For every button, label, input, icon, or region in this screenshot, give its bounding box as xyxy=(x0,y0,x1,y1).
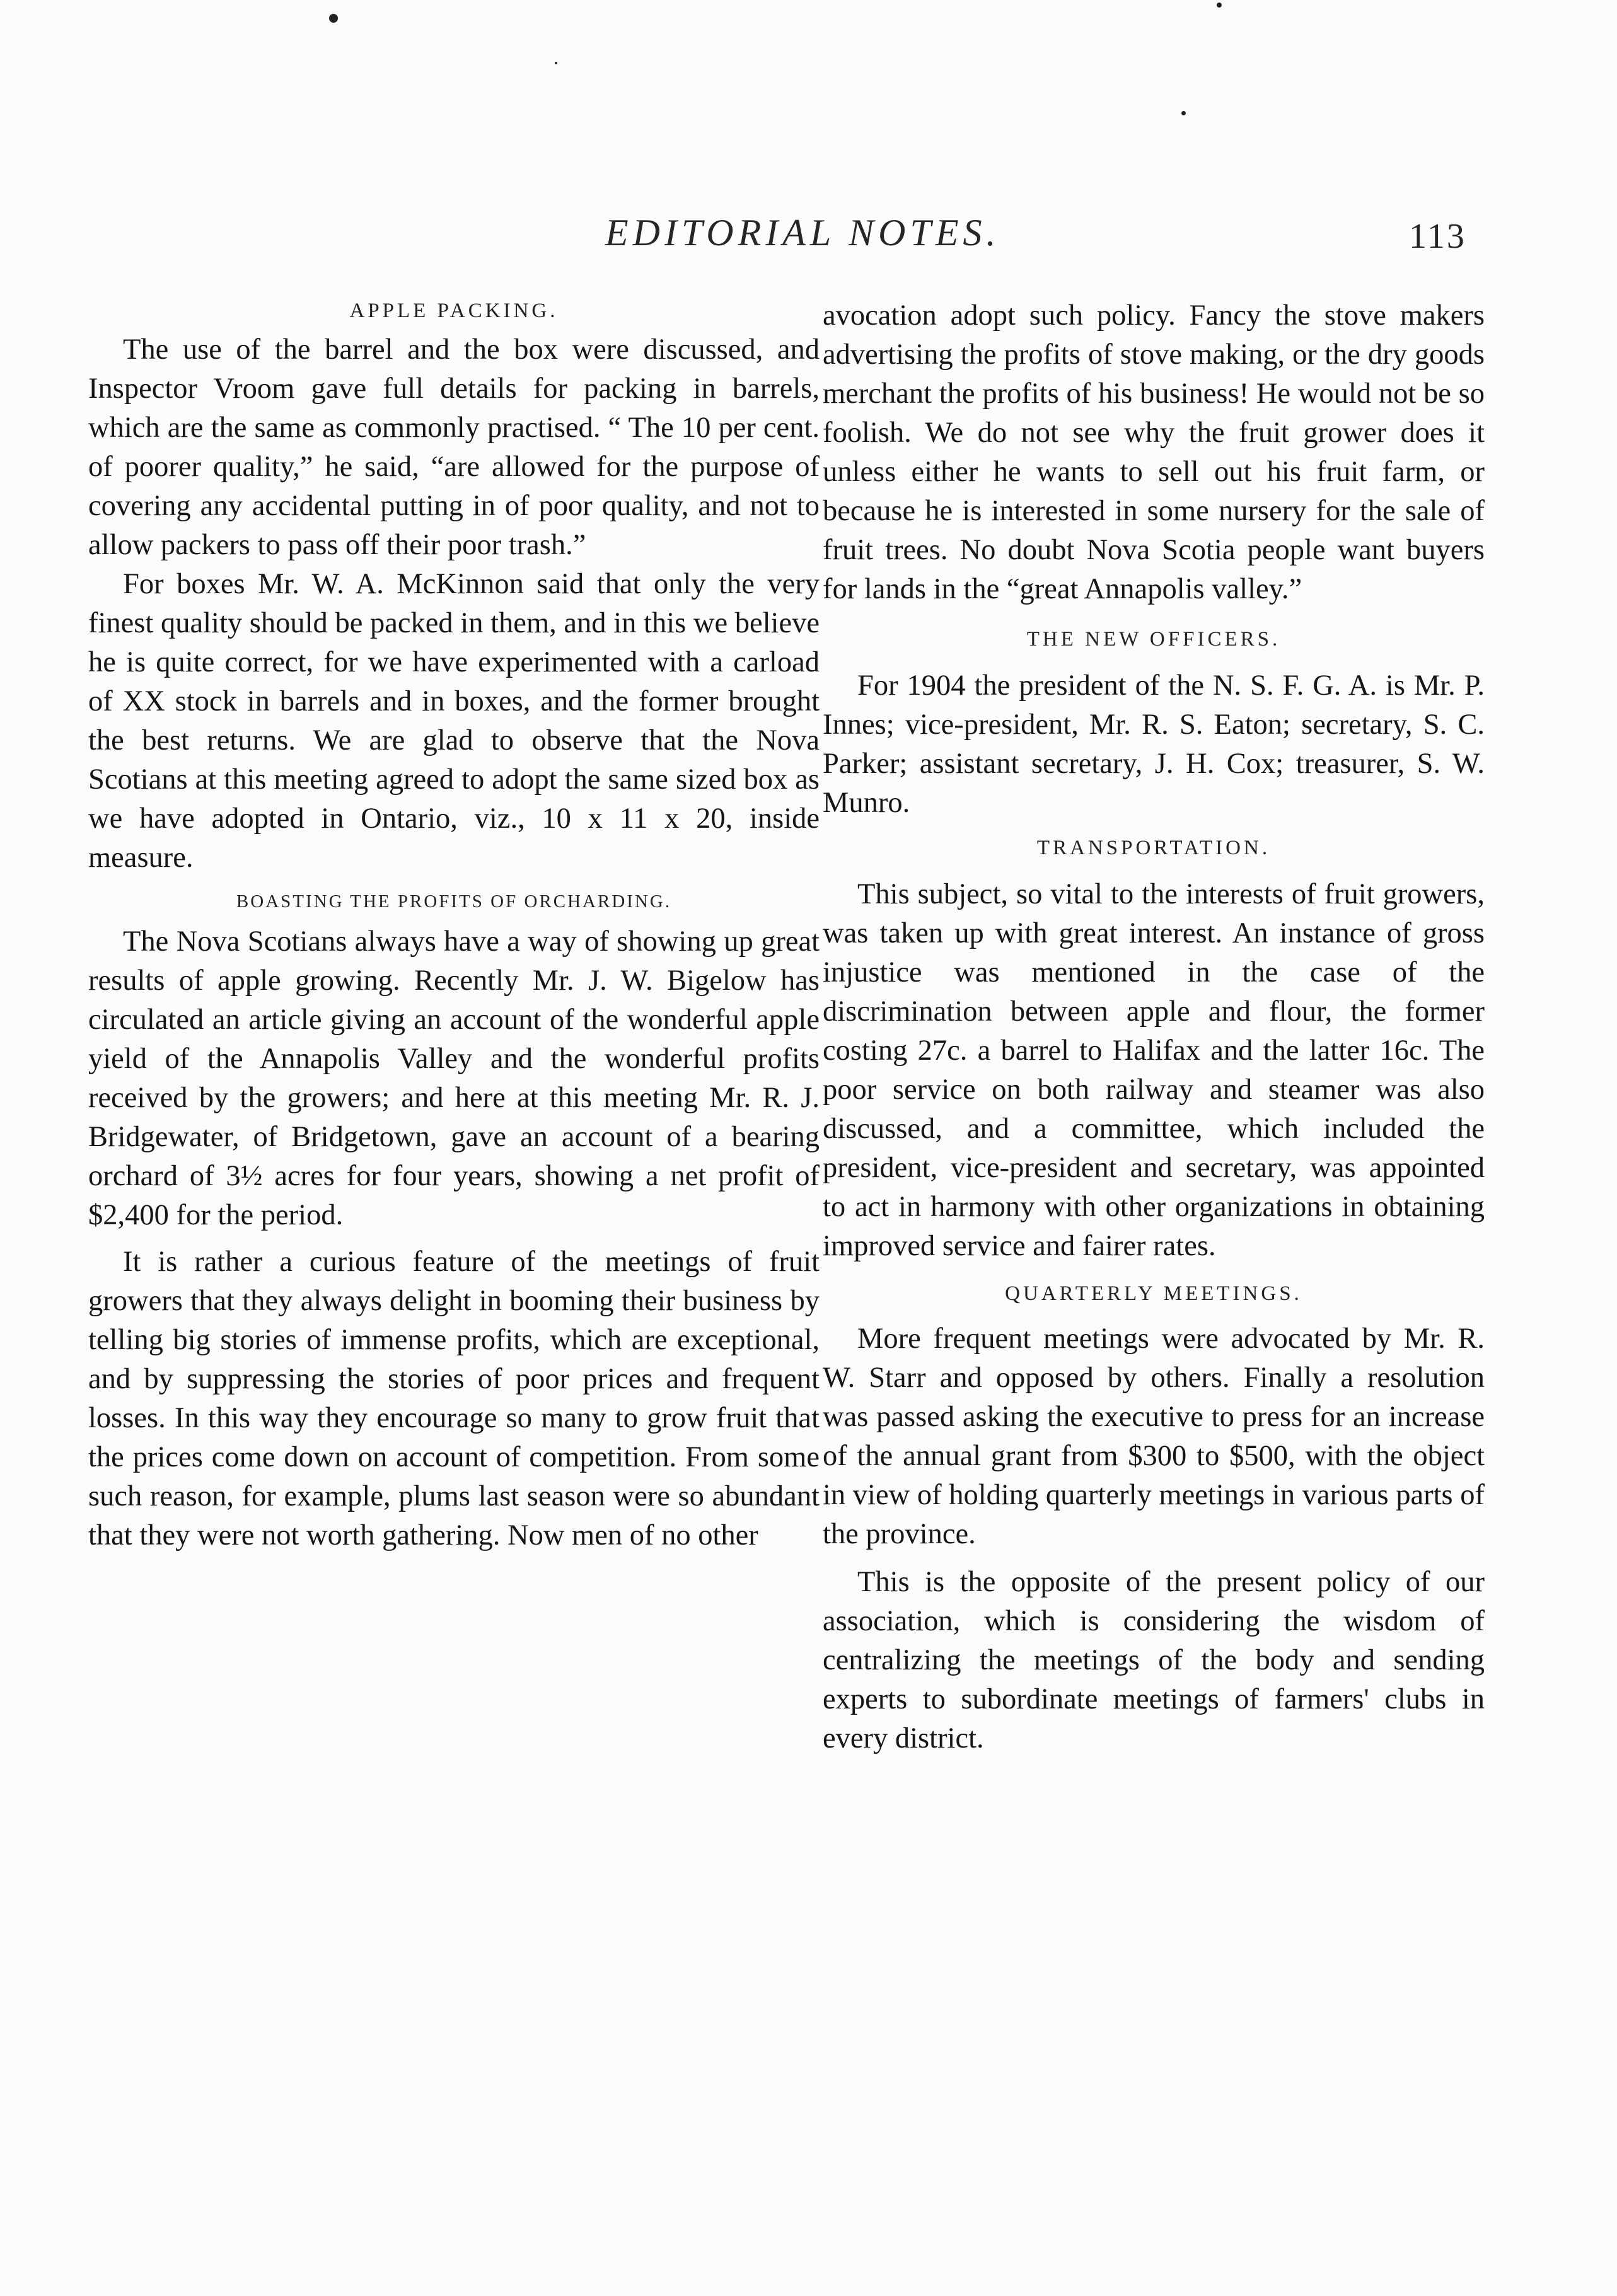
paragraph: For boxes Mr. W. A. McKinnon said that only the very finest quality should be packed in them, and in this we believe he is quite correct, for we have experimented with a carload of XX stock in barrels and in boxes, and the former brought the best returns. We are glad to observe that the Nova Scotians at this meeting agreed to adopt the same sized box as we have adopted in Ontario, viz., 10 x 11 x 20, inside measure. xyxy=(88,568,820,874)
running-title: EDITORIAL NOTES. xyxy=(605,212,1000,253)
right-column xyxy=(823,296,1554,1758)
left-column xyxy=(88,296,820,1555)
section-heading-boasting-profits: BOASTING THE PROFITS OF ORCHARDING. xyxy=(236,891,672,912)
paragraph: This is the opposite of the present policy of our association, which is considering the wisdom of centralizing the meetings of the body and sending experts to subordinate meetings of farmers' clubs in every district. xyxy=(823,1566,1485,1754)
ink-speck xyxy=(1181,111,1186,115)
paragraph: It is rather a curious feature of the meetings of fruit growers that they always delight in booming their business by telling big stories of immense profits, which are exceptional, and by suppressing the stories of poor prices and frequent losses. In this way they encourage so many to grow fruit that the prices come down on account of competition. From some such reason, for example, plums last season were so abundant that they were not worth gathering. Now men of no other xyxy=(88,1246,820,1551)
paragraph: More frequent meetings were advocated by Mr. R. W. Starr and opposed by others. Finally a resolution was passed asking the executive to press for an increase of the annual grant from $300 to $500, with the object in view of holding quarterly meetings in various parts of the province. xyxy=(823,1323,1485,1550)
ink-speck xyxy=(1217,3,1222,8)
ink-speck xyxy=(555,62,557,64)
continued-paragraph: avocation adopt such policy. Fancy the stove makers advertising the profits of stove making, or the dry goods merchant the profits of his business! He would not be so foolish. We do not see why the fruit grower does it unless either he wants to sell out his fruit farm, or because he is interested in some nursery for the sale of fruit trees. No doubt Nova Scotia people want buyers for lands in the “great Annapolis valley.” xyxy=(823,299,1485,605)
paragraph: This subject, so vital to the interests of fruit growers, was taken up with great interest. An instance of gross injustice was mentioned in the case of the discrimination between apple and flour, the former costing 27c. a barrel to Halifax and the latter 16c. The poor service on both railway and steamer was also discussed, and a committee, which included the president, vice-president and secretary, was appointed to act in harmony with other organizations in obtaining improved service and fairer rates. xyxy=(823,878,1485,1262)
section-heading-transportation: TRANSPORTATION. xyxy=(1036,837,1271,859)
running-head xyxy=(0,211,1617,268)
paragraph: For 1904 the president of the N. S. F. G. A. is Mr. P. Innes; vice-president, Mr. R. S. Eaton; secretary, S. C. Parker; assistant secretary, J. H. Cox; treasurer, S. W. Munro. xyxy=(823,670,1485,819)
section-heading-new-officers: THE NEW OFFICERS. xyxy=(1026,628,1281,651)
paragraph: The use of the barrel and the box were discussed, and Inspector Vroom gave full details for packing in barrels, which are the same as commonly practised. “ The 10 per cent. of poorer quality,” he said, “are allowed for the purpose of covering any accidental putting in of poor quality, and not to allow packers to pass off their poor trash.” xyxy=(88,333,820,561)
ink-speck xyxy=(329,14,338,23)
section-heading-apple-packing: APPLE PACKING. xyxy=(349,299,559,322)
page-number: 113 xyxy=(1409,217,1466,256)
section-heading-quarterly-meetings: QUARTERLY MEETINGS. xyxy=(1005,1282,1302,1305)
paragraph: The Nova Scotians always have a way of showing up great results of apple growing. Recently Mr. J. W. Bigelow has circulated an article giving an account of the wonderful apple yield of the Annapolis Valley and the wonderful profits received by the growers; and here at this meeting Mr. R. J. Bridgewater, of Bridgetown, gave an account of a bearing orchard of 3½ acres for four years, showing a net profit of $2,400 for the period. xyxy=(88,925,820,1231)
